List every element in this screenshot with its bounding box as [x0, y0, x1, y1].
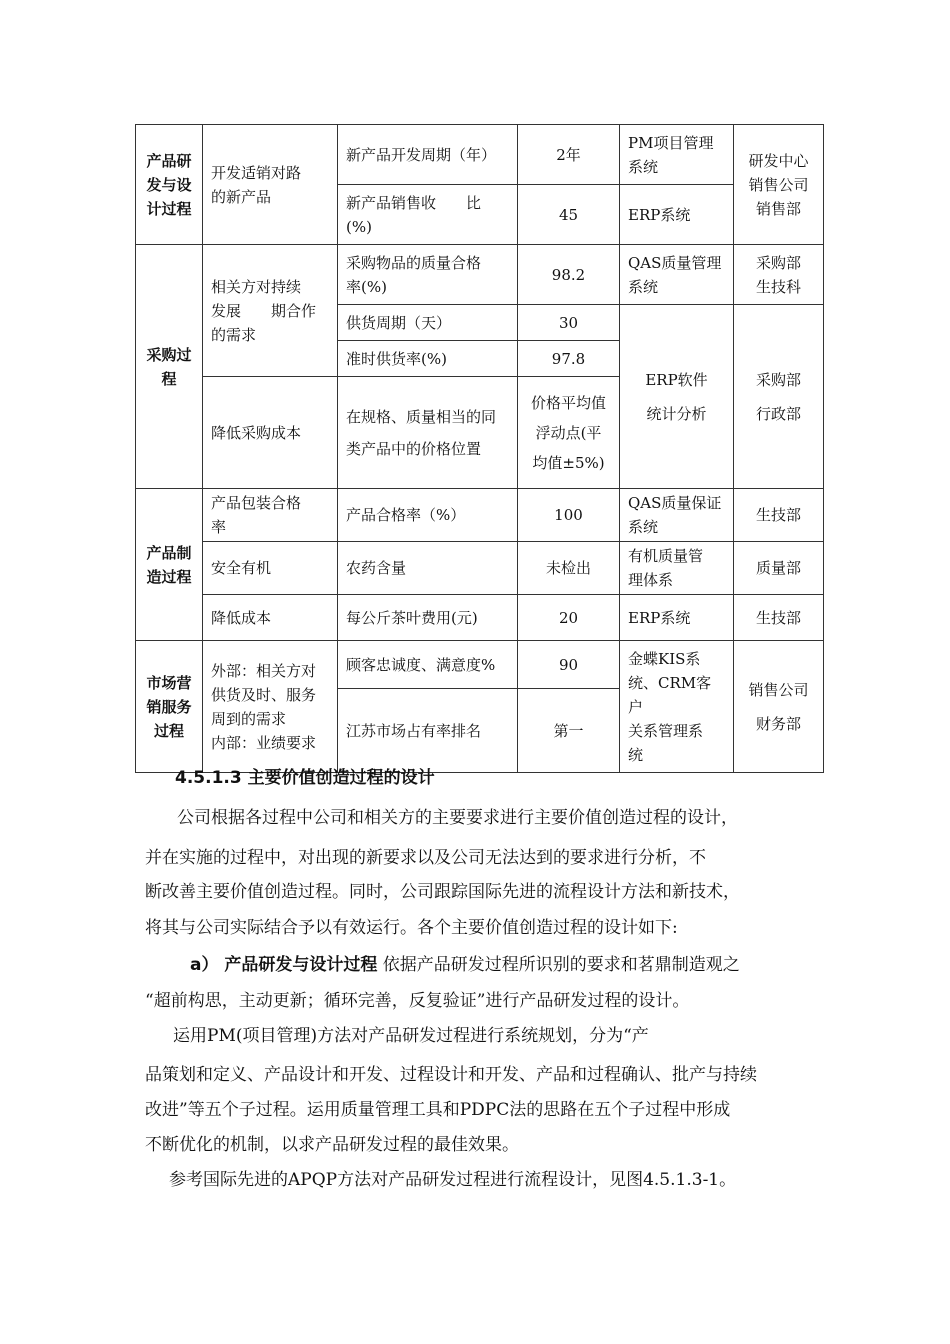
category-marketing: 市场营 销服务 过程 — [136, 641, 203, 773]
paragraph-line: 运用PM(项目管理)方法对产品研发过程进行系统规划，分为“产 — [173, 1026, 649, 1046]
paragraph-line: 品策划和定义、产品设计和开发、过程设计和开发、产品和过程确认、批产与持续 — [145, 1065, 757, 1085]
value-purchase-quality: 98.2 — [518, 245, 620, 305]
requirement-packaging: 产品包装合格 率 — [203, 489, 338, 542]
process-indicator-table — [135, 124, 824, 773]
system-erp: ERP系统 — [620, 185, 734, 245]
requirement-marketing: 外部：相关方对 供货及时、服务 周到的需求 内部：业绩要求 — [203, 641, 338, 773]
system-pm: PM项目管理 系统 — [620, 125, 734, 185]
requirement-partnership: 相关方对持续 发展 期合作 的需求 — [203, 245, 338, 377]
system-erp-manu: ERP系统 — [620, 595, 734, 641]
paragraph-line: 将其与公司实际结合予以有效运行。各个主要价值创造过程的设计如下: — [145, 918, 678, 938]
paragraph-line: 公司根据各过程中公司和相关方的主要要求进行主要价值创造过程的设计， — [177, 808, 738, 828]
requirement-reduce-purchase-cost: 降低采购成本 — [203, 377, 338, 489]
value-tea-cost: 20 — [518, 595, 620, 641]
paragraph-line — [190, 953, 740, 977]
paragraph-line: 改进”等五个子过程。运用质量管理工具和PDPC法的思路在五个子过程中形成 — [145, 1100, 731, 1120]
requirement-safe-organic: 安全有机 — [203, 542, 338, 595]
measure-pass-rate: 产品合格率（%） — [338, 489, 518, 542]
dept-quality: 质量部 — [734, 542, 824, 595]
paragraph-line: 参考国际先进的APQP方法对产品研发过程进行流程设计，见图4.5.1.3-1。 — [169, 1170, 737, 1190]
measure-sales-ratio: 新产品销售收 比 (%) — [338, 185, 518, 245]
paragraph-text: 依据产品研发过程所识别的要求和茗鼎制造观之 — [377, 955, 740, 975]
value-market-share: 第一 — [518, 689, 620, 773]
value-pesticide: 未检出 — [518, 542, 620, 595]
measure-tea-cost: 每公斤茶叶费用(元) — [338, 595, 518, 641]
value-ontime-rate: 97.8 — [518, 341, 620, 377]
system-organic-quality: 有机质量管 理体系 — [620, 542, 734, 595]
paragraph-line: “超前构思，主动更新；循环完善，反复验证”进行产品研发过程的设计。 — [145, 991, 690, 1011]
category-manufacturing: 产品制 造过程 — [136, 489, 203, 641]
value-supply-cycle: 30 — [518, 305, 620, 341]
system-qas-assurance: QAS质量保证 系统 — [620, 489, 734, 542]
requirement-new-product: 开发适销对路 的新产品 — [203, 125, 338, 245]
measure-market-share: 江苏市场占有率排名 — [338, 689, 518, 773]
paragraph-line: 断改善主要价值创造过程。同时，公司跟踪国际先进的流程设计方法和新技术， — [145, 882, 740, 902]
section-heading: 4.5.1.3 主要价值创造过程的设计 — [175, 768, 435, 788]
measure-supply-cycle: 供货周期（天） — [338, 305, 518, 341]
paragraph-line: 不断优化的机制，以求产品研发过程的最佳效果。 — [145, 1135, 519, 1155]
subsection-label: a） 产品研发与设计过程 — [190, 955, 378, 975]
system-erp-software: ERP软件 统计分析 — [620, 305, 734, 489]
dept-product-dev: 研发中心 销售公司 销售部 — [734, 125, 824, 245]
measure-pesticide: 农药含量 — [338, 542, 518, 595]
system-kis-crm: 金蝶KIS系 统、CRM客户 关系管理系 统 — [620, 641, 734, 773]
dept-manu-tech-2: 生技部 — [734, 595, 824, 641]
system-qas-management: QAS质量管理 系统 — [620, 245, 734, 305]
measure-purchase-quality: 采购物品的质量合格 率(%) — [338, 245, 518, 305]
dept-purchase-admin: 采购部 行政部 — [734, 305, 824, 489]
measure-dev-cycle: 新产品开发周期（年） — [338, 125, 518, 185]
dept-marketing: 销售公司 财务部 — [734, 641, 824, 773]
value-pass-rate: 100 — [518, 489, 620, 542]
value-sales-ratio: 45 — [518, 185, 620, 245]
value-dev-cycle: 2年 — [518, 125, 620, 185]
category-purchase: 采购过 程 — [136, 245, 203, 489]
paragraph-line: 并在实施的过程中，对出现的新要求以及公司无法达到的要求进行分析，不 — [145, 848, 706, 868]
measure-ontime-rate: 准时供货率(%) — [338, 341, 518, 377]
requirement-reduce-cost: 降低成本 — [203, 595, 338, 641]
measure-price-position: 在规格、质量相当的同 类产品中的价格位置 — [338, 377, 518, 489]
dept-purchase-tech: 采购部 生技科 — [734, 245, 824, 305]
dept-manu-tech: 生技部 — [734, 489, 824, 542]
value-loyalty: 90 — [518, 641, 620, 689]
category-product-dev: 产品研 发与设 计过程 — [136, 125, 203, 245]
measure-loyalty: 顾客忠诚度、满意度% — [338, 641, 518, 689]
value-price-position: 价格平均值 浮动点(平 均值±5%) — [518, 377, 620, 489]
